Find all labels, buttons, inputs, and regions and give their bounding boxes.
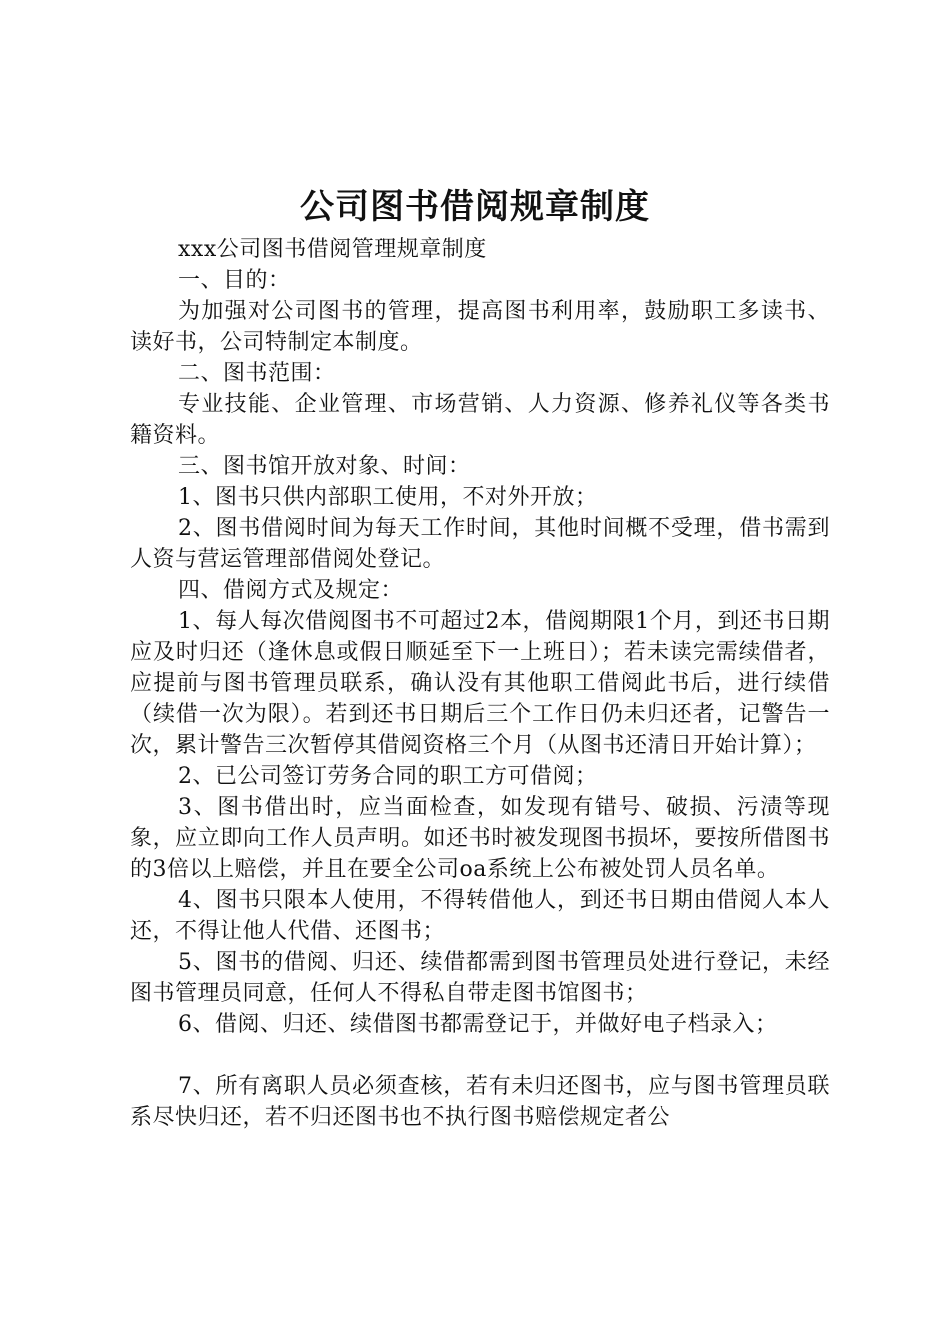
paragraph-access-1: 1、图书只供内部职工使用，不对外开放； [178, 485, 598, 510]
paragraph-purpose: 为加强对公司图书的管理，提高图书利用率，鼓励职工多读书、读好书，公司特制定本制度。 [130, 299, 830, 355]
paragraph-rule-5: 5、图书的借阅、归还、续借都需到图书管理员处进行登记，未经图书管理员同意，任何人不得私自带走图书馆图书； [130, 950, 830, 1006]
paragraph-heading-rules: 四、借阅方式及规定： [178, 578, 404, 603]
paragraph-heading-access: 三、图书馆开放对象、时间： [178, 454, 471, 479]
document-title: 公司图书借阅规章制度 [300, 187, 650, 227]
paragraph-rule-1: 1、每人每次借阅图书不可超过2本，借阅期限1个月，到还书日期应及时归还（逢休息或假日顺延至下一上班日）；若未读完需续借者，应提前与图书管理员联系，确认没有其他职工借阅此书后，进行续借（续借一次为限）。若到还书日期后三个工作日仍未归还者，记警告一次，累计警告三次暂停其借阅资格三个月（从图书还清日开始计算）； [130, 609, 830, 758]
paragraph-heading-scope: 二、图书范围： [178, 361, 336, 386]
paragraph-rule-4: 4、图书只限本人使用，不得转借他人，到还书日期由借阅人本人还，不得让他人代借、还图书； [130, 888, 830, 944]
paragraph-scope: 专业技能、企业管理、市场营销、人力资源、修养礼仪等各类书籍资料。 [130, 392, 830, 448]
paragraph-rule-7: 7、所有离职人员必须查核，若有未归还图书，应与图书管理员联系尽快归还，若不归还图书也不执行图书赔偿规定者公 [130, 1074, 830, 1130]
paragraph-subtitle: xxx公司图书借阅管理规章制度 [178, 237, 487, 262]
paragraph-heading-purpose: 一、目的： [178, 268, 291, 293]
document-body [130, 234, 830, 1133]
paragraph-rule-2: 2、已公司签订劳务合同的职工方可借阅； [178, 764, 598, 789]
paragraph-access-2: 2、图书借阅时间为每天工作时间，其他时间概不受理，借书需到人资与营运管理部借阅处登记。 [130, 516, 830, 572]
paragraph-rule-3: 3、图书借出时，应当面检查，如发现有错号、破损、污渍等现象，应立即向工作人员声明。如还书时被发现图书损坏，要按所借图书的3倍以上赔偿，并且在要全公司oa系统上公布被处罚人员名单。 [130, 795, 830, 882]
paragraph-rule-6: 6、借阅、归还、续借图书都需登记于，并做好电子档录入； [178, 1012, 778, 1037]
